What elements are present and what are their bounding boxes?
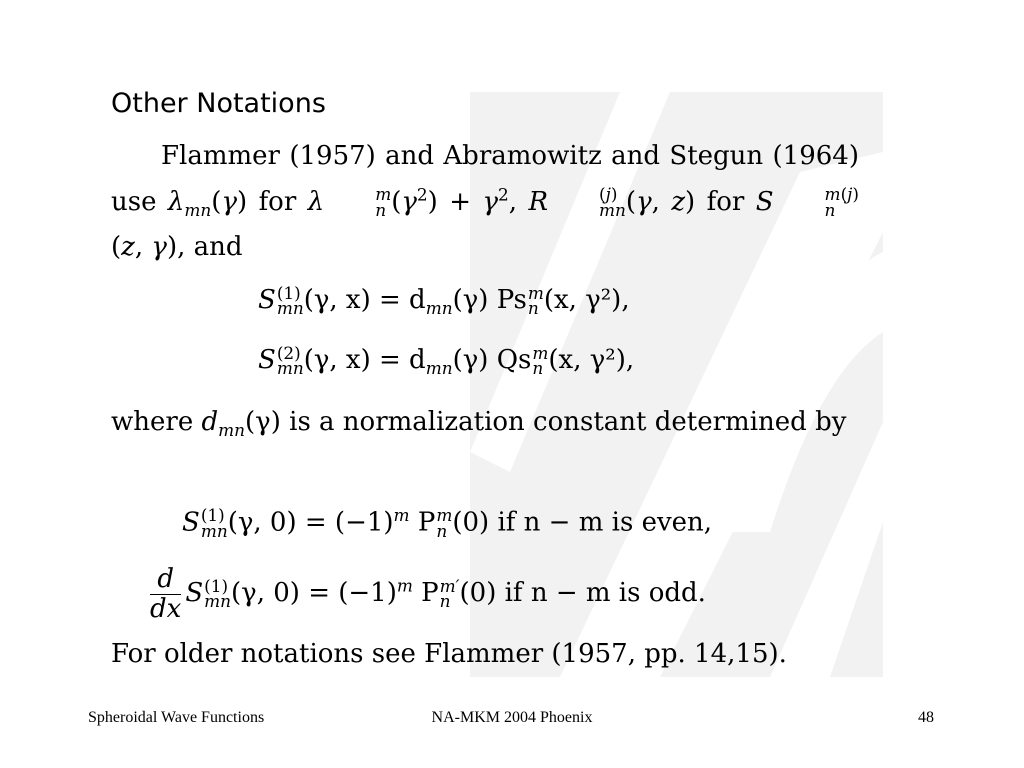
eq1-dsub: mn (425, 298, 453, 319)
eq2-sub: mn (276, 358, 304, 378)
derivative-fraction (150, 565, 181, 623)
equation-s2 (258, 342, 635, 379)
eq1-psup: m (527, 282, 544, 303)
text-plus: + (449, 186, 472, 217)
equation-s1 (258, 282, 630, 319)
equation-even: S (1) mn (γ, $0) = (-1)^m$ P m n (0) if n − m is even, (182, 505, 713, 541)
eq2-dsub: mn (425, 358, 453, 379)
eq4-den: dx (150, 593, 182, 624)
eq2-lhs: S (258, 345, 276, 375)
eq2-psub: n (532, 358, 544, 378)
text-and: , and (177, 232, 243, 263)
eq3-psub: n (436, 520, 448, 541)
eq1-psub: n (527, 298, 539, 318)
footer-center: NA-MKM 2004 Phoenix (431, 709, 593, 726)
eq2-args: (γ, x) = d (303, 345, 426, 375)
eq4-psub: n (439, 591, 451, 612)
eq1-tail: (x, γ²), (543, 285, 630, 315)
eq4-p: P (412, 578, 439, 609)
eq2-rest: (γ) Qs (452, 345, 532, 375)
paragraph-notation: Flammer (1957) and Abramowitz and Stegun (1964) use $\lambda_{mn}(\gamma)$ for λ m n $(\gamma^2) + \gamma^2$, R (j) mn (γ, z) for S m(j) n (z, γ), and (111, 141, 859, 263)
eq1-sup: (1) (276, 282, 301, 303)
eq4-supm: m (396, 575, 413, 596)
text-where: where (111, 407, 194, 437)
text-for: for (258, 186, 297, 217)
eq1-rest: (γ) Ps (452, 285, 527, 315)
eq1-args: (γ, x) = d (303, 285, 426, 315)
paragraph-older-notations: For older notations see Flammer (1957, pp. 14,15). (111, 639, 787, 669)
footer-left: Spheroidal Wave Functions (88, 709, 265, 726)
text-d: d (201, 407, 219, 437)
eq1-lhs: S (258, 285, 276, 315)
slide-title: Other Notations (111, 88, 326, 119)
eq3-supm: m (393, 505, 410, 525)
eq2-sup: (2) (276, 342, 301, 363)
eq3-psup: m (436, 505, 453, 526)
eq4-text: (γ, 0) = (−1) (231, 578, 397, 609)
paragraph-normalization (111, 400, 859, 446)
eq3-p: P (409, 507, 436, 538)
eq4-tail: (0) if n − m is odd. (459, 578, 706, 609)
text-dsub: mn (218, 420, 246, 441)
page-number: 48 (918, 709, 934, 726)
eq2-psup: m (532, 342, 549, 363)
eq2-tail: (x, γ²), (548, 345, 635, 375)
eq4-psup: m′ (439, 575, 460, 596)
eq1-sub: mn (276, 298, 304, 318)
equation-odd: $\frac{d}{dx}$ S (1) mn (γ, $0) = (-1)^m$ P m′ n (0) if n − m is odd. (150, 564, 706, 624)
text-for-2: for (706, 186, 745, 217)
text-normalization: (γ) is a normalization constant determined by (245, 407, 847, 437)
eq4-num: d (157, 564, 174, 594)
text-lead: Flammer (1957) and Abramowitz and Stegun (1964) use (111, 141, 859, 217)
eq3-tail: (0) if n − m is even, (452, 507, 713, 538)
eq3-text: (γ, 0) = (−1) (227, 507, 394, 538)
